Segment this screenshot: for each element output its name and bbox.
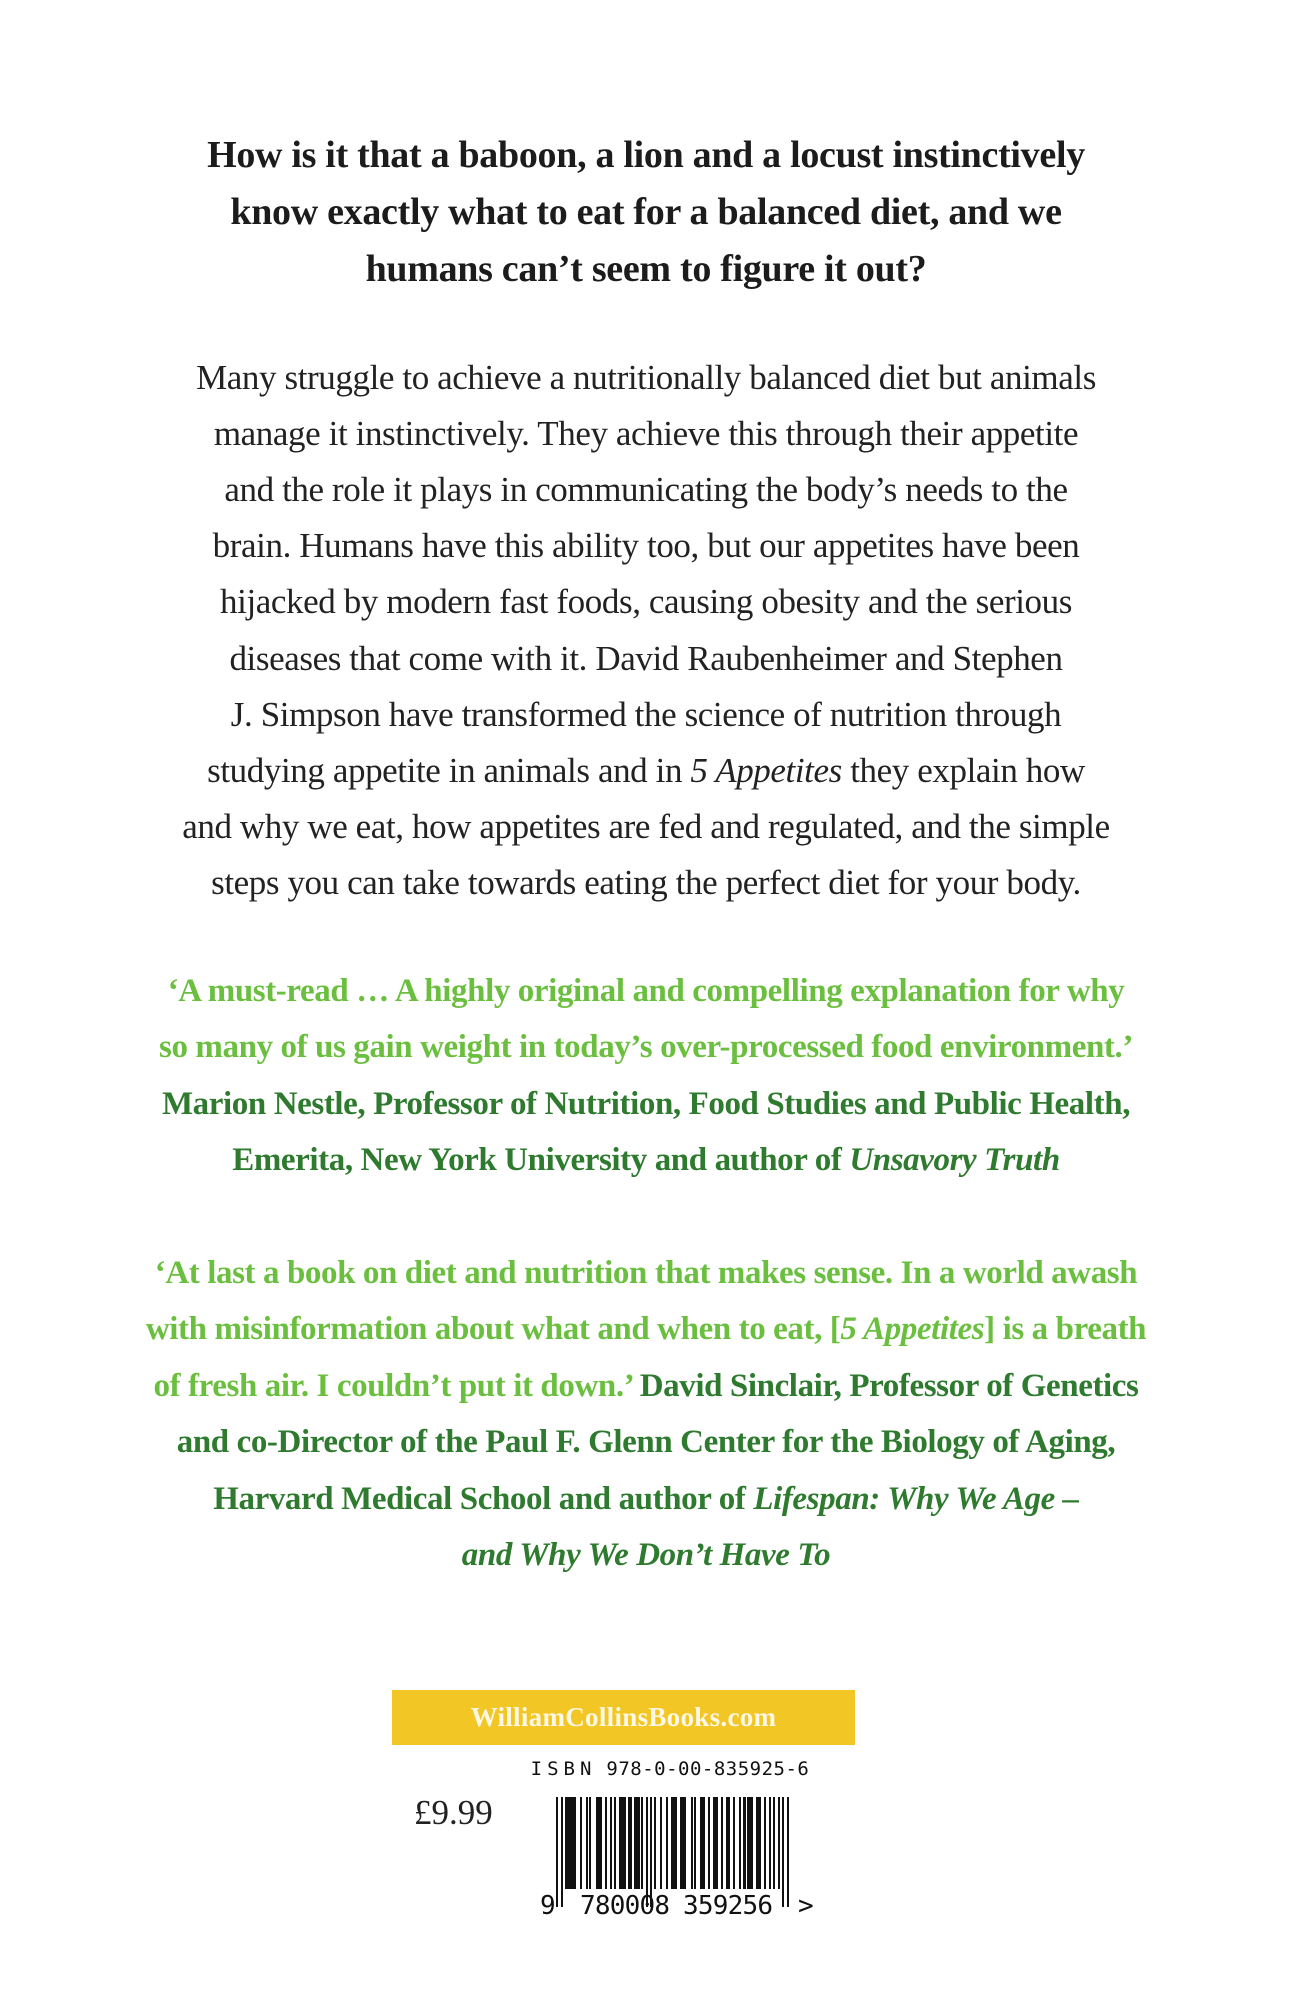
attribution-text: and co-Director of the Paul F. Glenn Center for the Biology of Aging,	[176, 1424, 1116, 1461]
body-text: steps you can take towards eating the perfect diet for your body.	[211, 862, 1081, 902]
barcode-graphic	[540, 1797, 830, 1917]
barcode-bar	[691, 1797, 693, 1889]
website-banner[interactable]	[392, 1690, 855, 1745]
barcode-bar	[708, 1797, 710, 1889]
attribution-text: Unsavory Truth	[849, 1141, 1060, 1178]
text-line	[0, 863, 1292, 903]
attribution-text: Marion Nestle, Professor of Nutrition, Food Studies and Public Health,	[161, 1085, 1131, 1122]
website-link[interactable]: WilliamCollinsBooks.com	[470, 1702, 777, 1732]
text-line	[0, 1424, 1292, 1461]
barcode-bar	[764, 1797, 766, 1889]
text-line	[0, 1537, 1292, 1574]
barcode-bar	[756, 1797, 761, 1889]
quote-text: ] is a breath	[984, 1311, 1147, 1348]
barcode-bar	[628, 1797, 632, 1889]
attribution-text: Emerita, New York University and author of	[232, 1141, 850, 1178]
barcode-right-digits: 359256	[683, 1891, 773, 1917]
barcode-bar	[654, 1797, 656, 1889]
text-line	[0, 1029, 1292, 1066]
barcode-bar	[694, 1797, 696, 1889]
barcode-bar	[787, 1797, 789, 1907]
barcode-bar	[589, 1797, 591, 1889]
isbn-text	[520, 1758, 820, 1780]
attribution-text: David Sinclair, Professor of Genetics	[639, 1367, 1139, 1404]
barcode-lead-digit: 9	[540, 1891, 556, 1917]
barcode-bar	[610, 1797, 612, 1889]
barcode-bar	[660, 1797, 662, 1889]
barcode-bar	[680, 1797, 686, 1889]
headline-line: humans can’t seem to figure it out?	[365, 248, 927, 290]
body-text: hijacked by modern fast foods, causing obesity and the serious	[220, 582, 1072, 622]
body-text: manage it instinctively. They achieve this through their appetite	[213, 414, 1079, 454]
text-line	[0, 1311, 1292, 1348]
barcode-bar	[671, 1797, 677, 1889]
barcode-bar	[561, 1797, 563, 1907]
text-line	[0, 807, 1292, 847]
barcode	[540, 1797, 830, 1917]
body-text: diseases that come with it. David Raubenheimer and Stephen	[229, 638, 1063, 678]
quote-text: ‘At last a book on diet and nutrition that makes sense. In a world awash	[154, 1255, 1138, 1291]
barcode-bar	[556, 1797, 558, 1907]
text-line	[0, 1368, 1292, 1405]
barcode-bar	[641, 1797, 643, 1889]
barcode-bar	[586, 1797, 588, 1889]
text-line	[0, 695, 1292, 735]
text-line	[0, 639, 1292, 679]
text-line	[0, 751, 1292, 791]
barcode-bar	[666, 1797, 668, 1889]
barcode-bar	[700, 1797, 705, 1889]
text-line	[0, 1255, 1292, 1292]
headline-line: How is it that a baboon, a lion and a locust instinctively	[207, 134, 1085, 176]
body-text: 5 Appetites	[690, 750, 842, 790]
text-line	[0, 526, 1292, 566]
barcode-bar	[721, 1797, 723, 1889]
body-text: brain. Humans have this ability too, but our appetites have been	[212, 526, 1080, 566]
quote-text: with misinformation about what and when to eat, [	[145, 1311, 841, 1348]
quote-text: so many of us gain weight in today’s over-processed food environment.’	[159, 1029, 1133, 1066]
barcode-bar	[778, 1797, 780, 1889]
isbn-number: 978-0-00-835925-6	[606, 1758, 810, 1780]
barcode-bar	[782, 1797, 784, 1907]
quote-text: ‘A must-read … A highly original and compelling explanation for why	[167, 973, 1125, 1009]
barcode-bar	[743, 1797, 746, 1889]
price-label: £9.99	[414, 1793, 493, 1832]
quote-text: 5 Appetites	[840, 1311, 985, 1348]
text-line	[0, 358, 1292, 398]
barcode-bar	[747, 1797, 753, 1889]
headline-line: know exactly what to eat for a balanced diet, and we	[230, 191, 1062, 233]
body-text: they explain how	[841, 750, 1085, 790]
barcode-bar	[596, 1797, 602, 1889]
barcode-quiet-mark: >	[798, 1891, 814, 1917]
text-line	[0, 973, 1292, 1010]
barcode-bar	[580, 1797, 582, 1889]
barcode-bar	[614, 1797, 616, 1889]
attribution-text: Lifespan: Why We Age –	[753, 1480, 1079, 1517]
barcode-bar	[739, 1797, 741, 1889]
barcode-bar	[634, 1797, 640, 1889]
barcode-bar	[605, 1797, 607, 1889]
body-text: Many struggle to achieve a nutritionally balanced diet but animals	[196, 358, 1096, 397]
quote-text: of fresh air. I couldn’t put it down.’	[153, 1367, 640, 1404]
text-line	[0, 470, 1292, 510]
text-line	[0, 582, 1292, 622]
barcode-bar	[571, 1797, 576, 1889]
body-text: and why we eat, how appetites are fed and regulated, and the simple	[182, 806, 1110, 846]
text-line	[0, 1086, 1292, 1123]
body-text: and the role it plays in communicating the body’s needs to the	[224, 470, 1068, 510]
barcode-bar	[726, 1797, 730, 1889]
barcode-bar	[713, 1797, 718, 1889]
barcode-bar	[733, 1797, 735, 1889]
barcode-bar	[565, 1797, 571, 1889]
text-line	[0, 1481, 1292, 1518]
text-line	[0, 414, 1292, 454]
isbn-label: ISBN	[530, 1758, 597, 1780]
text-line	[0, 1142, 1292, 1179]
body-text: studying appetite in animals and in	[207, 750, 691, 790]
barcode-bar	[773, 1797, 775, 1889]
barcode-bar	[769, 1797, 771, 1889]
barcode-bar	[619, 1797, 626, 1889]
attribution-text: and Why We Don’t Have To	[461, 1537, 831, 1573]
body-text: J. Simpson have transformed the science of nutrition through	[230, 694, 1062, 734]
attribution-text: Harvard Medical School and author of	[213, 1480, 754, 1517]
barcode-left-digits: 780008	[580, 1891, 670, 1917]
